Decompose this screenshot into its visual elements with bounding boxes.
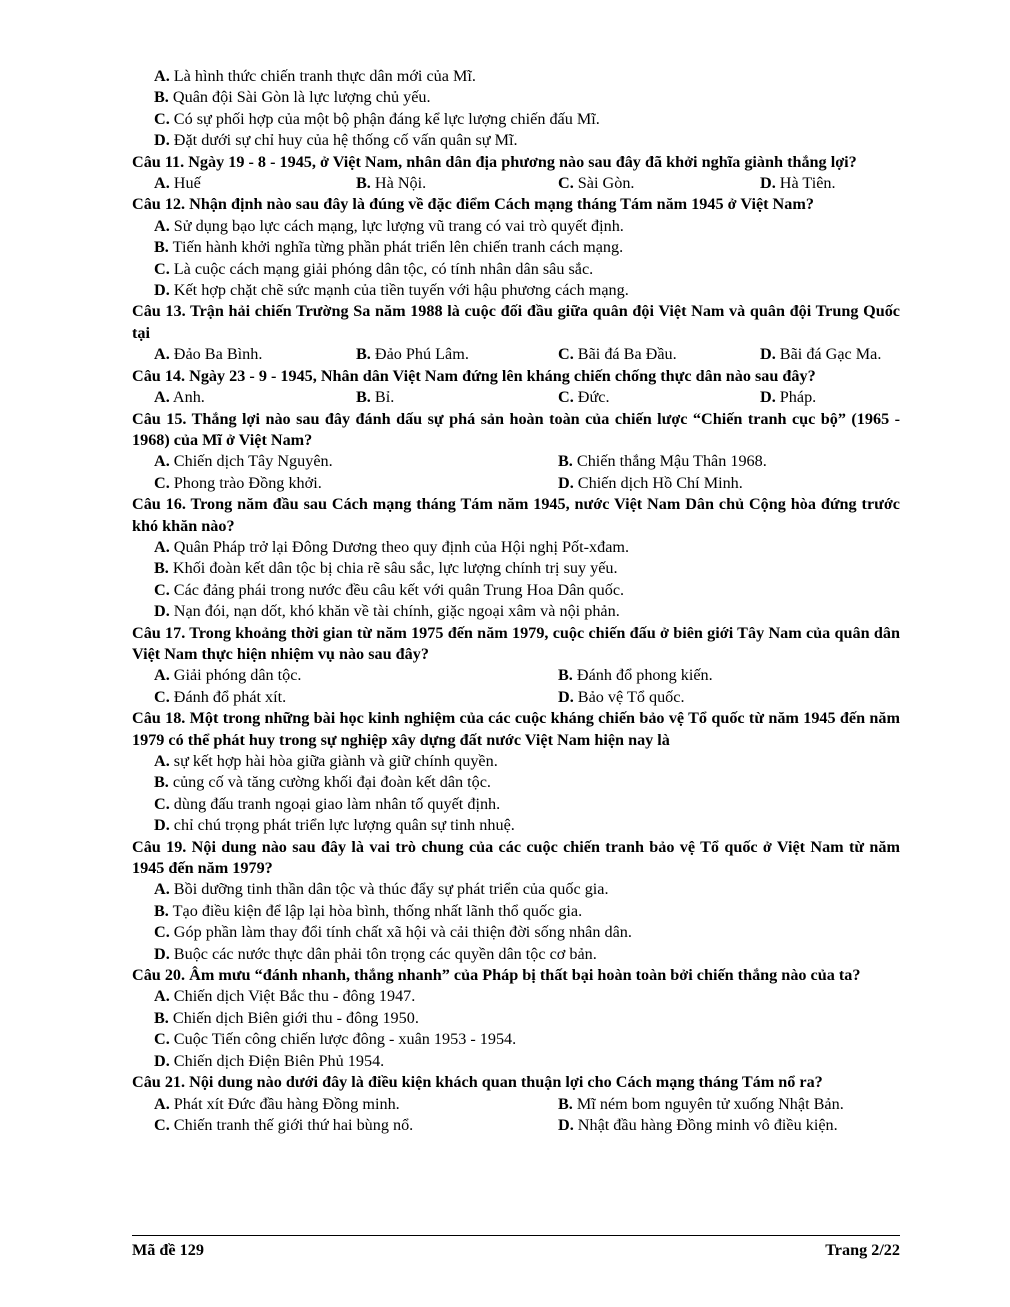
option-letter: A.	[154, 987, 170, 1006]
option-text: Bồi dưỡng tinh thần dân tộc và thúc đẩy sự phát triển của quốc gia.	[173, 880, 609, 899]
option-text: Chiến dịch Tây Nguyên.	[173, 452, 333, 471]
option	[760, 173, 962, 194]
option-letter: D.	[154, 281, 170, 300]
exam-code: Mã đề 129	[132, 1241, 204, 1259]
question-14	[132, 366, 900, 387]
option-letter: B.	[356, 174, 371, 193]
option-letter: D.	[760, 174, 776, 193]
question-text: Nội dung nào sau đây là vai trò chung của các cuộc chiến tranh bảo vệ Tổ quốc ở Việt Nam từ năm 1945 đến năm 1979?	[132, 837, 900, 878]
option-letter: A.	[154, 388, 170, 407]
option-text: Tiến hành khởi nghĩa từng phần phát triển lên chiến tranh cách mạng.	[172, 238, 624, 257]
question-text: Một trong những bài học kinh nghiệm của các cuộc kháng chiến bảo vệ Tổ quốc từ năm 1945 đến năm 1979 có thể phát huy trong sự nghiệp xây dựng đất nước Việt Nam hiện nay là	[132, 709, 900, 749]
option-text: Quân Pháp trở lại Đông Dương theo quy định của Hội nghị Pốt-xđam.	[173, 537, 630, 556]
option-letter: B.	[154, 88, 169, 107]
option	[132, 130, 900, 151]
option-letter: D.	[154, 816, 170, 835]
option	[558, 173, 760, 194]
option-letter: D.	[760, 388, 776, 407]
option	[558, 1115, 962, 1136]
options-row	[132, 687, 900, 708]
page-footer	[132, 1235, 900, 1261]
option-text: Chiến dịch Hồ Chí Minh.	[577, 473, 743, 492]
option-letter: C.	[154, 687, 170, 706]
question-text: Ngày 23 - 9 - 1945, Nhân dân Việt Nam đứng lên kháng chiến chống thực dân nào sau đây?	[189, 366, 816, 385]
question-11	[132, 152, 900, 173]
question-number: Câu 21.	[132, 1073, 186, 1092]
options-row	[132, 344, 900, 365]
options-row	[132, 473, 900, 494]
option-letter: C.	[154, 109, 170, 128]
option-letter: B.	[154, 559, 169, 578]
question-number: Câu 16.	[132, 495, 186, 514]
option-text: Giải phóng dân tộc.	[173, 666, 302, 685]
option-letter: C.	[558, 388, 574, 407]
question-number: Câu 17.	[132, 623, 186, 642]
option-text: Huế	[173, 174, 201, 193]
option	[132, 944, 900, 965]
options-row	[132, 387, 900, 408]
option	[132, 1029, 900, 1050]
option-text: Pháp.	[779, 388, 817, 407]
exam-page	[132, 66, 900, 1136]
option-text: chỉ chú trọng phát triển lực lượng quân sự tinh nhuệ.	[173, 816, 515, 835]
option-letter: A.	[154, 67, 170, 85]
question-15	[132, 409, 900, 452]
option-text: Đức.	[577, 388, 610, 407]
question-text: Trận hải chiến Trường Sa năm 1988 là cuộc đối đầu giữa quân đội Việt Nam và quân đội Trung Quốc tại	[132, 302, 900, 342]
option-letter: B.	[154, 1008, 169, 1027]
option	[132, 109, 900, 130]
option-letter: C.	[154, 794, 170, 813]
options-row	[132, 173, 900, 194]
option-text: Quân đội Sài Gòn là lực lượng chủ yếu.	[172, 88, 431, 107]
option-letter: B.	[154, 901, 169, 920]
option-letter: A.	[154, 880, 170, 899]
option	[154, 1115, 558, 1136]
option-letter: D.	[154, 944, 170, 963]
option-text: Bỉ.	[374, 388, 395, 407]
option	[154, 473, 558, 494]
option-text: Là cuộc cách mạng giải phóng dân tộc, có tính nhân dân sâu sắc.	[173, 259, 594, 278]
option-text: Nhật đầu hàng Đồng minh vô điều kiện.	[577, 1115, 838, 1134]
question-text: Nhận định nào sau đây là đúng về đặc điểm Cách mạng tháng Tám năm 1945 ở Việt Nam?	[189, 195, 814, 214]
option-text: Khối đoàn kết dân tộc bị chia rẽ sâu sắc, lực lượng chính trị suy yếu.	[172, 559, 618, 578]
option	[356, 173, 558, 194]
option	[132, 280, 900, 301]
option-text: Bãi đá Ba Đầu.	[577, 345, 677, 364]
option	[132, 216, 900, 237]
options-row	[132, 451, 900, 472]
option	[132, 580, 900, 601]
option-letter: B.	[558, 1094, 573, 1113]
option-letter: C.	[154, 1030, 170, 1049]
question-number: Câu 19.	[132, 837, 187, 856]
question-18	[132, 708, 900, 751]
option-text: Đánh đổ phong kiến.	[576, 666, 713, 685]
question-number: Câu 20.	[132, 966, 186, 985]
question-12	[132, 194, 900, 215]
option-letter: B.	[154, 238, 169, 257]
option	[558, 473, 962, 494]
option-letter: C.	[154, 923, 170, 942]
option-text: Góp phần làm thay đổi tính chất xã hội và cải thiện đời sống nhân dân.	[173, 923, 632, 942]
option	[132, 558, 900, 579]
option	[132, 537, 900, 558]
option-letter: A.	[154, 537, 170, 556]
option	[558, 387, 760, 408]
option-text: Đánh đổ phát xít.	[173, 687, 287, 706]
option-text: Chiến tranh thế giới thứ hai bùng nổ.	[173, 1115, 414, 1134]
option	[760, 387, 962, 408]
question-21	[132, 1072, 900, 1093]
option-text: Là hình thức chiến tranh thực dân mới của Mĩ.	[173, 67, 476, 85]
options-row	[132, 1094, 900, 1115]
question-number: Câu 13.	[132, 302, 186, 321]
option	[132, 66, 900, 87]
option	[154, 687, 558, 708]
option-letter: A.	[154, 452, 170, 471]
option	[154, 451, 558, 472]
question-20	[132, 965, 900, 986]
option-text: Hà Nội.	[374, 174, 427, 193]
question-19	[132, 837, 900, 880]
option-text: sự kết hợp hài hòa giữa giành và giữ chính quyền.	[173, 752, 498, 770]
question-number: Câu 18.	[132, 709, 186, 728]
option	[558, 451, 962, 472]
question-17	[132, 623, 900, 666]
option-letter: C.	[154, 473, 170, 492]
option	[132, 815, 900, 836]
option	[154, 173, 356, 194]
question-text: Thắng lợi nào sau đây đánh dấu sự phá sản hoàn toàn của chiến lược “Chiến tranh cục bộ” (1965 - 1968) của Mĩ ở Việt Nam?	[132, 409, 900, 449]
option-letter: A.	[154, 1094, 170, 1113]
option	[132, 237, 900, 258]
option	[132, 794, 900, 815]
question-text: Nội dung nào dưới đây là điều kiện khách quan thuận lợi cho Cách mạng tháng Tám nổ ra?	[189, 1073, 823, 1092]
option-text: Sử dụng bạo lực cách mạng, lực lượng vũ trang có vai trò quyết định.	[173, 216, 624, 235]
option	[356, 387, 558, 408]
option-letter: A.	[154, 174, 170, 193]
option-text: Đặt dưới sự chỉ huy của hệ thống cố vấn quân sự Mĩ.	[173, 131, 518, 150]
option-letter: A.	[154, 666, 170, 685]
option-text: Chiến dịch Biên giới thu - đông 1950.	[172, 1008, 419, 1027]
option	[760, 344, 962, 365]
option	[154, 1094, 558, 1115]
option	[132, 986, 900, 1007]
option-text: Sài Gòn.	[577, 174, 635, 193]
options-row	[132, 1115, 900, 1136]
option-text: Phong trào Đồng khởi.	[173, 473, 322, 492]
option-letter: B.	[558, 666, 573, 685]
option	[154, 344, 356, 365]
option-letter: B.	[356, 345, 371, 364]
option-letter: D.	[154, 602, 170, 621]
option-text: Các đảng phái trong nước đều câu kết với quân Trung Hoa Dân quốc.	[173, 580, 625, 599]
option-text: Đảo Phú Lâm.	[374, 345, 469, 364]
option	[558, 665, 962, 686]
option-text: Phát xít Đức đầu hàng Đồng minh.	[173, 1094, 400, 1113]
option	[356, 344, 558, 365]
option	[558, 687, 962, 708]
option-text: Tạo điều kiện để lập lại hòa bình, thống nhất lãnh thổ quốc gia.	[172, 901, 583, 920]
option	[132, 1051, 900, 1072]
option-letter: A.	[154, 345, 170, 364]
option-text: Chiến dịch Điện Biên Phủ 1954.	[173, 1051, 385, 1070]
option-text: Buộc các nước thực dân phải tôn trọng các quyền dân tộc cơ bản.	[173, 944, 597, 963]
option-text: Cuộc Tiến công chiến lược đông - xuân 1953 - 1954.	[173, 1030, 517, 1049]
option-text: Kết hợp chặt chẽ sức mạnh của tiền tuyến với hậu phương cách mạng.	[173, 281, 629, 300]
option-letter: D.	[154, 131, 170, 150]
option	[132, 751, 900, 772]
option-letter: D.	[558, 687, 574, 706]
option	[154, 665, 558, 686]
option-text: Bảo vệ Tổ quốc.	[577, 687, 685, 706]
option-letter: B.	[558, 452, 573, 471]
option	[558, 344, 760, 365]
option	[132, 601, 900, 622]
question-number: Câu 12.	[132, 195, 186, 214]
option-letter: D.	[760, 345, 776, 364]
option-text: Hà Tiên.	[779, 174, 836, 193]
option-letter: D.	[558, 1115, 574, 1134]
option-text: củng cố và tăng cường khối đại đoàn kết dân tộc.	[172, 773, 491, 792]
option	[132, 772, 900, 793]
question-text: Trong năm đầu sau Cách mạng tháng Tám năm 1945, nước Việt Nam Dân chủ Cộng hòa đứng trước khó khăn nào?	[132, 495, 900, 535]
option-letter: C.	[154, 1115, 170, 1134]
question-text: Âm mưu “đánh nhanh, thắng nhanh” của Pháp bị thất bại hoàn toàn bởi chiến thắng nào của ta?	[189, 966, 861, 985]
option-text: Chiến dịch Việt Bắc thu - đông 1947.	[173, 987, 416, 1006]
option	[132, 1008, 900, 1029]
option-letter: C.	[154, 259, 170, 278]
option	[132, 87, 900, 108]
options-row	[132, 665, 900, 686]
question-text: Trong khoảng thời gian từ năm 1975 đến năm 1979, cuộc chiến đấu ở biên giới Tây Nam của quân dân Việt Nam thực hiện nhiệm vụ nào sau đây?	[132, 623, 900, 663]
option	[154, 387, 356, 408]
option-letter: A.	[154, 752, 170, 770]
option-text: Nạn đói, nạn dốt, khó khăn về tài chính, giặc ngoại xâm và nội phản.	[173, 602, 620, 621]
option-letter: D.	[558, 473, 574, 492]
question-text: Ngày 19 - 8 - 1945, ở Việt Nam, nhân dân địa phương nào sau đây đã khởi nghĩa giành thắng lợi?	[188, 152, 857, 171]
option-text: dùng đấu tranh ngoại giao làm nhân tố quyết định.	[173, 794, 501, 813]
option	[132, 901, 900, 922]
option-text: Chiến thắng Mậu Thân 1968.	[576, 452, 767, 471]
option	[132, 259, 900, 280]
page-number: Trang 2/22	[825, 1241, 900, 1259]
option-letter: B.	[356, 388, 371, 407]
option-text: Có sự phối hợp của một bộ phận đáng kể lực lượng chiến đấu Mĩ.	[173, 109, 600, 128]
option-letter: B.	[154, 773, 169, 792]
option-text: Bãi đá Gạc Ma.	[779, 345, 882, 364]
question-number: Câu 15.	[132, 409, 187, 428]
option-letter: A.	[154, 216, 170, 235]
option	[132, 922, 900, 943]
question-number: Câu 11.	[132, 152, 185, 171]
option-text: Đảo Ba Bình.	[173, 345, 263, 364]
option	[558, 1094, 962, 1115]
question-13	[132, 301, 900, 344]
question-number: Câu 14.	[132, 366, 186, 385]
question-16	[132, 494, 900, 537]
option-letter: C.	[154, 580, 170, 599]
option-letter: D.	[154, 1051, 170, 1070]
option	[132, 879, 900, 900]
option-text: Anh.	[172, 388, 205, 407]
option-letter: C.	[558, 345, 574, 364]
option-letter: C.	[558, 174, 574, 193]
option-text: Mĩ ném bom nguyên tử xuống Nhật Bản.	[576, 1094, 844, 1113]
